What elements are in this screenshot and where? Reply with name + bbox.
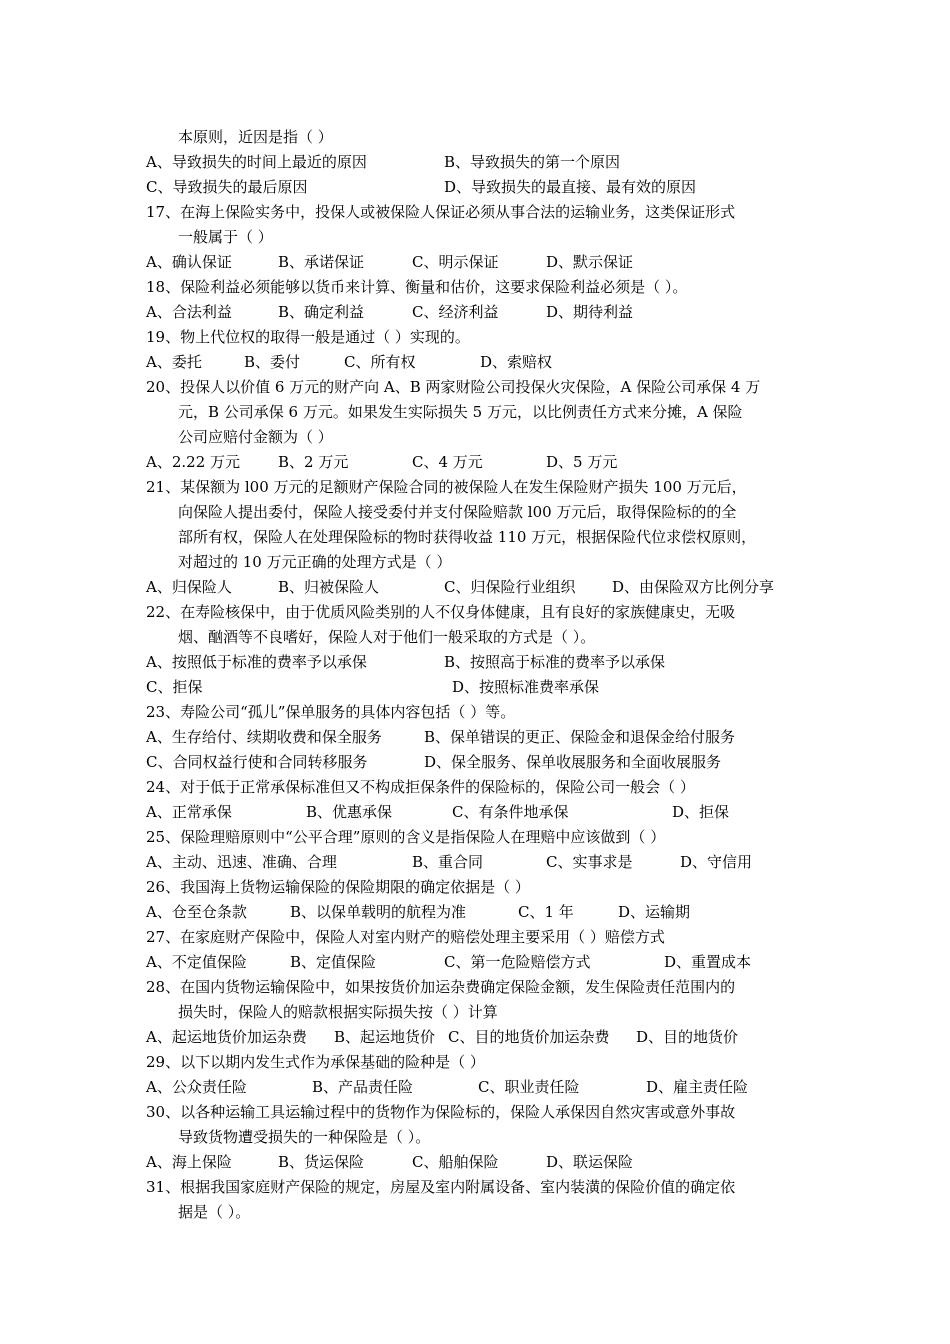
q24-option-c: C、有条件地承保: [452, 803, 569, 821]
q29-option-b: B、产品责任险: [312, 1078, 414, 1096]
q27-option-b: B、定值保险: [290, 953, 377, 971]
question-28: 28、在国内货物运输保险中，如果按货价加运杂费确定保险金额，发生保险责任范围内的: [146, 978, 736, 996]
question-29: 29、以下以期内发生式作为承保基础的险种是（ ）: [146, 1053, 485, 1071]
question-30: 30、以各种运输工具运输过程中的货物作为保险标的，保险人承保因自然灾害或意外事故: [146, 1103, 736, 1121]
q29-option-d: D、雇主责任险: [646, 1078, 749, 1096]
question-19: 19、物上代位权的取得一般是通过（ ）实现的。: [146, 328, 470, 346]
q16-option-b: B、导致损失的第一个原因: [444, 153, 621, 171]
question-27: 27、在家庭财产保险中，保险人对室内财产的赔偿处理主要采用（ ）赔偿方式: [146, 928, 665, 946]
question-26: 26、我国海上货物运输保险的保险期限的确定依据是（ ）: [146, 878, 530, 896]
q24-option-d: D、拒保: [672, 803, 730, 821]
q28-option-d: D、目的地货价: [636, 1028, 739, 1046]
q20-option-b: B、2 万元: [278, 453, 349, 471]
q28-option-c: C、目的地货价加运杂费: [448, 1028, 610, 1046]
q26-option-d: D、运输期: [618, 903, 691, 921]
question-24: 24、对于低于正常承保标准但又不构成拒保条件的保险标的，保险公司一般会（ ）: [146, 778, 695, 796]
question-21-line-4: 对超过的 10 万元正确的处理方式是（ ）: [178, 553, 452, 571]
q25-option-d: D、守信用: [680, 853, 753, 871]
q29-option-a: A、公众责任险: [146, 1078, 247, 1096]
q21-option-c: C、归保险行业组织: [444, 578, 576, 596]
q18-option-a: A、合法利益: [146, 303, 232, 321]
question-18: 18、保险利益必须能够以货币来计算、衡量和估价，这要求保险利益必须是（ ）。: [146, 278, 688, 296]
q16-option-a: A、导致损失的时间上最近的原因: [146, 153, 367, 171]
q23-option-b: B、保单错误的更正、保险金和退保金给付服务: [424, 728, 736, 746]
q27-option-a: A、不定值保险: [146, 953, 247, 971]
q24-option-a: A、正常承保: [146, 803, 232, 821]
question-31: 31、根据我国家庭财产保险的规定，房屋及室内附属设备、室内装潢的保险价值的确定依: [146, 1178, 736, 1196]
question-21-line-3: 部所有权，保险人在处理保险标的物时获得收益 110 万元，根据保险代位求偿权原则，: [178, 528, 757, 546]
q22-option-d: D、按照标准费率承保: [452, 678, 600, 696]
question-16-continuation: 本原则，近因是指（ ）: [178, 128, 333, 146]
q17-option-c: C、明示保证: [412, 253, 499, 271]
q20-option-a: A、2.22 万元: [146, 453, 240, 471]
q25-option-b: B、重合同: [412, 853, 484, 871]
question-20-line-2: 元，B 公司承保 6 万元。如果发生实际损失 5 万元，以比例责任方式来分摊，A 保险: [178, 403, 743, 421]
q17-option-a: A、确认保证: [146, 253, 232, 271]
q25-option-c: C、实事求是: [546, 853, 633, 871]
question-28-line-2: 损失时，保险人的赔款根据实际损失按（ ）计算: [178, 1003, 498, 1021]
question-22-line-2: 烟、酗酒等不良嗜好，保险人对于他们一般采取的方式是（ ）。: [178, 628, 596, 646]
q21-option-a: A、归保险人: [146, 578, 232, 596]
q23-option-a: A、生存给付、续期收费和保全服务: [146, 728, 382, 746]
q20-option-c: C、4 万元: [412, 453, 483, 471]
q23-option-d: D、保全服务、保单收展服务和全面收展服务: [424, 753, 722, 771]
q19-option-a: A、委托: [146, 353, 202, 371]
q30-option-d: D、联运保险: [546, 1153, 634, 1171]
q19-option-b: B、委付: [244, 353, 301, 371]
question-31-line-2: 据是（ ）。: [178, 1203, 251, 1221]
q27-option-c: C、第一危险赔偿方式: [444, 953, 591, 971]
q19-option-d: D、索赔权: [480, 353, 553, 371]
q28-option-a: A、起运地货价加运杂费: [146, 1028, 307, 1046]
q22-option-b: B、按照高于标准的费率予以承保: [444, 653, 666, 671]
q24-option-b: B、优惠承保: [306, 803, 393, 821]
q17-option-b: B、承诺保证: [278, 253, 365, 271]
q19-option-c: C、所有权: [344, 353, 416, 371]
question-22: 22、在寿险核保中，由于优质风险类别的人不仅身体健康，且有良好的家族健康史，无吸: [146, 603, 736, 621]
q25-option-a: A、主动、迅速、准确、合理: [146, 853, 337, 871]
question-30-line-2: 导致货物遭受损失的一种保险是（ ）。: [178, 1128, 431, 1146]
q26-option-a: A、仓至仓条款: [146, 903, 247, 921]
question-21-line-2: 向保险人提出委付，保险人接受委付并支付保险赔款 l00 万元后，取得保险标的的全: [178, 503, 737, 521]
q20-option-d: D、5 万元: [546, 453, 618, 471]
question-23: 23、寿险公司“孤儿”保单服务的具体内容包括（ ）等。: [146, 703, 516, 721]
q18-option-d: D、期待利益: [546, 303, 634, 321]
question-25: 25、保险理赔原则中“公平合理”原则的含义是指保险人在理赔中应该做到（ ）: [146, 828, 666, 846]
q21-option-b: B、归被保险人: [278, 578, 380, 596]
q30-option-b: B、货运保险: [278, 1153, 365, 1171]
q18-option-b: B、确定利益: [278, 303, 365, 321]
q27-option-d: D、重置成本: [664, 953, 752, 971]
q26-option-c: C、1 年: [518, 903, 574, 921]
q30-option-a: A、海上保险: [146, 1153, 232, 1171]
q22-option-a: A、按照低于标准的费率予以承保: [146, 653, 367, 671]
question-17-line-2: 一般属于（ ）: [178, 228, 273, 246]
q22-option-c: C、拒保: [146, 678, 203, 696]
q30-option-c: C、船舶保险: [412, 1153, 499, 1171]
q16-option-d: D、导致损失的最直接、最有效的原因: [444, 178, 697, 196]
question-20-line-3: 公司应赔付金额为（ ）: [178, 428, 333, 446]
question-21: 21、某保额为 l00 万元的足额财产保险合同的被保险人在发生保险财产损失 100 万元后，: [146, 478, 747, 496]
q23-option-c: C、合同权益行使和合同转移服务: [146, 753, 368, 771]
q29-option-c: C、职业责任险: [478, 1078, 580, 1096]
q16-option-c: C、导致损失的最后原因: [146, 178, 308, 196]
q17-option-d: D、默示保证: [546, 253, 634, 271]
q28-option-b: B、起运地货价: [334, 1028, 436, 1046]
question-20: 20、投保人以价值 6 万元的财产向 A、B 两家财险公司投保火灾保险，A 保险公司承保 4 万: [146, 378, 761, 396]
q26-option-b: B、以保单载明的航程为准: [290, 903, 467, 921]
q21-option-d: D、由保险双方比例分享: [612, 578, 775, 596]
q18-option-c: C、经济利益: [412, 303, 499, 321]
question-17: 17、在海上保险实务中，投保人或被保险人保证必须从事合法的运输业务，这类保证形式: [146, 203, 736, 221]
